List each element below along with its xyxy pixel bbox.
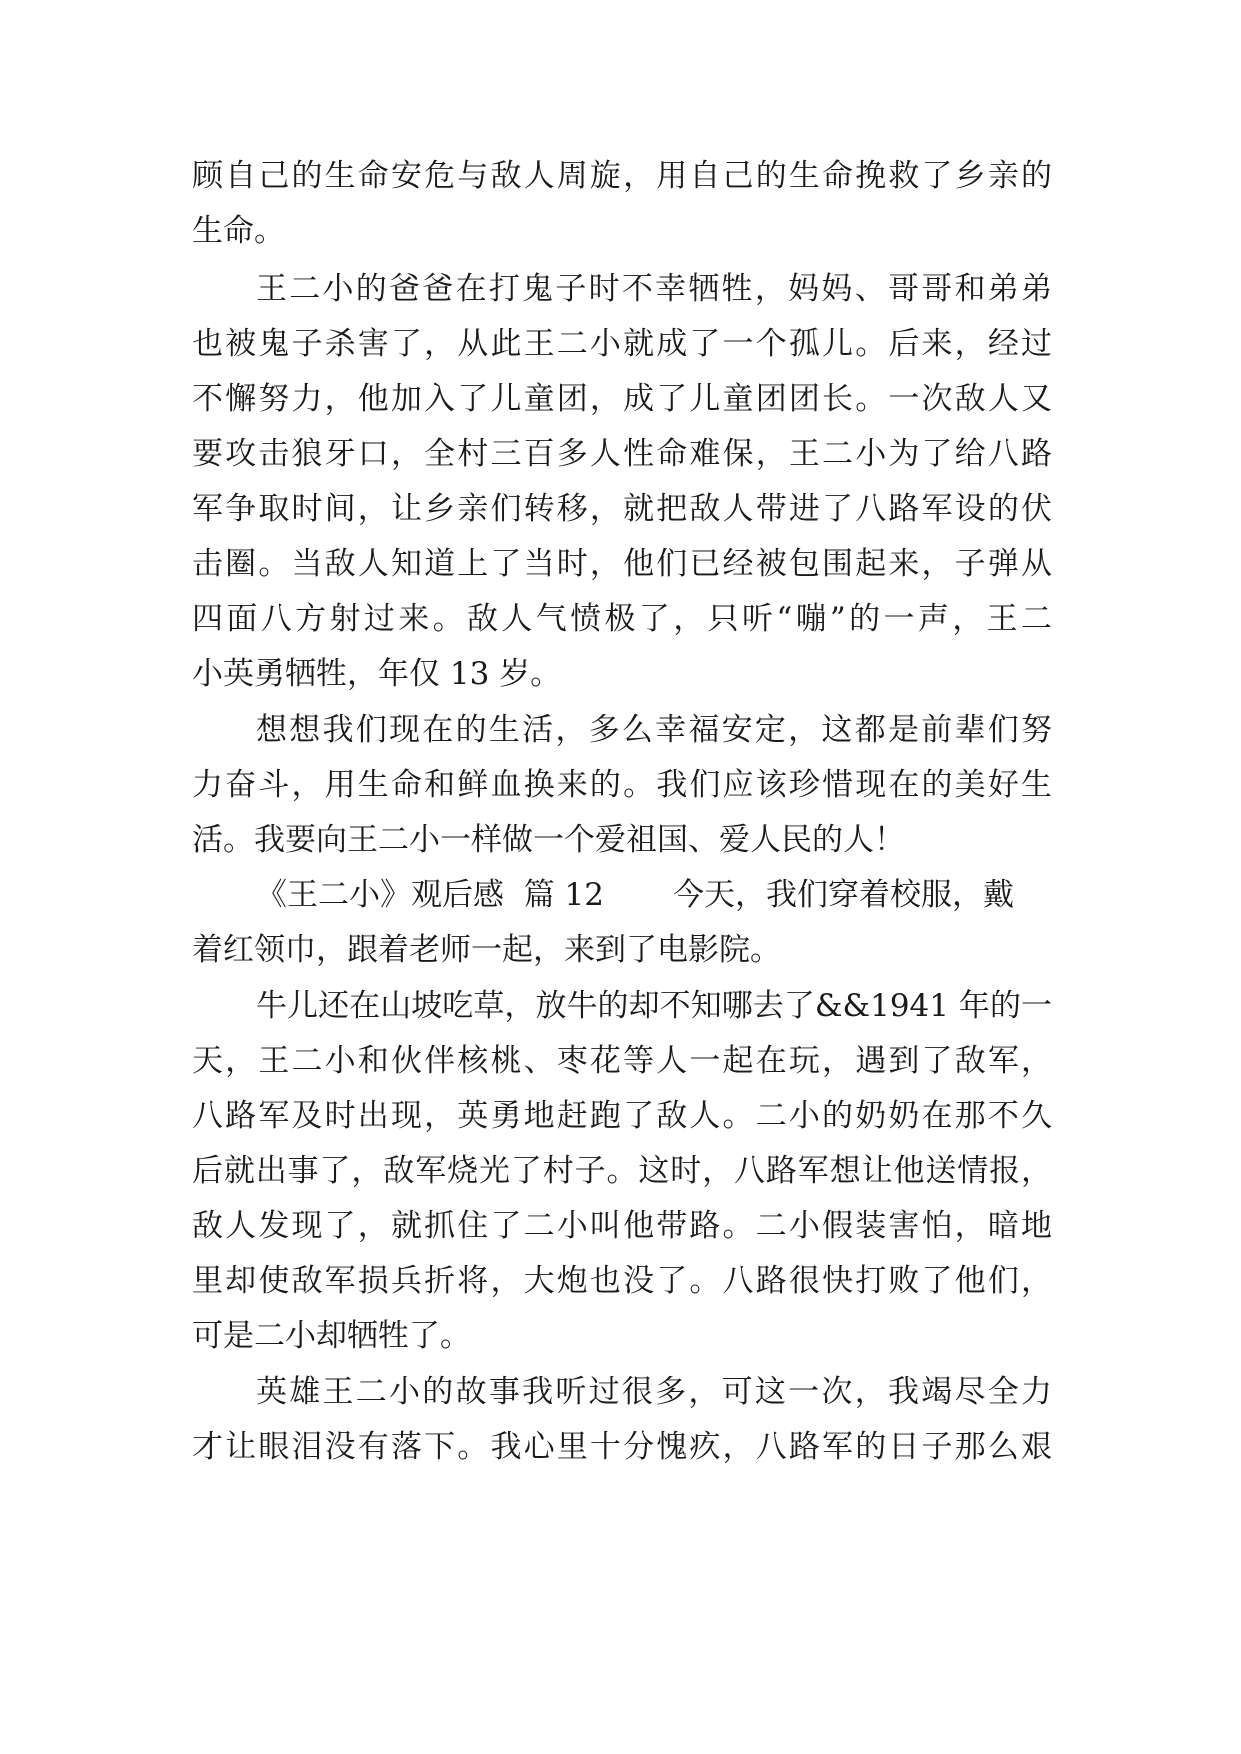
text-line: 着红领巾，跟着老师一起，来到了电影院。 [192, 932, 781, 968]
text-line: 要攻击狼牙口，全村三百多人性命难保，王二小为了给八路 [192, 436, 1052, 472]
text-line: 里却使敌军损兵折将，大炮也没了。八路很快打败了他们， [192, 1263, 1052, 1299]
text-line: 也被鬼子杀害了，从此王二小就成了一个孤儿。后来，经过 [192, 326, 1052, 362]
text-line: 后就出事了，敌军烧光了村子。这时，八路军想让他送情报， [192, 1153, 1052, 1189]
text-line: 击圈。当敌人知道上了当时，他们已经被包围起来，子弹从 [192, 546, 1052, 582]
text-line: 八路军及时出现，英勇地赶跑了敌人。二小的奶奶在那不久 [192, 1098, 1052, 1134]
text-line: 四面八方射过来。敌人气愤极了，只听“嘣”的一声，王二 [192, 601, 1052, 637]
text-line: 英雄王二小的故事我听过很多，可这一次，我竭尽全力 [256, 1374, 1052, 1410]
text-line: 天，王二小和伙伴核桃、枣花等人一起在玩，遇到了敌军， [192, 1043, 1052, 1079]
text-line: 生命。 [192, 213, 285, 249]
text-line: 顾自己的生命安危与敌人周旋，用自己的生命挽救了乡亲的 [192, 158, 1052, 194]
text-line: 才让眼泪没有落下。我心里十分愧疚，八路军的日子那么艰 [192, 1429, 1052, 1465]
text-line: 敌人发现了，就抓住了二小叫他带路。二小假装害怕，暗地 [192, 1208, 1052, 1244]
text-line: 活。我要向王二小一样做一个爱祖国、爱人民的人！ [192, 822, 905, 858]
text-line: 牛儿还在山坡吃草，放牛的却不知哪去了&&1941 年的一 [256, 988, 1052, 1024]
text-line: 王二小的爸爸在打鬼子时不幸牺牲，妈妈、哥哥和弟弟 [256, 271, 1052, 307]
text-line: 可是二小却牺牲了。 [192, 1318, 471, 1354]
section-heading: 《王二小》观后感 篇 12 今天，我们穿着校服，戴 [256, 877, 1014, 913]
text-line: 不懈努力，他加入了儿童团，成了儿童团团长。一次敌人又 [192, 381, 1052, 417]
text-line: 力奋斗，用生命和鲜血换来的。我们应该珍惜现在的美好生 [192, 767, 1052, 803]
text-line: 小英勇牺牲，年仅 13 岁。 [192, 656, 562, 692]
text-line: 军争取时间，让乡亲们转移，就把敌人带进了八路军设的伏 [192, 491, 1052, 527]
text-line: 想想我们现在的生活，多么幸福安定，这都是前辈们努 [256, 712, 1052, 748]
